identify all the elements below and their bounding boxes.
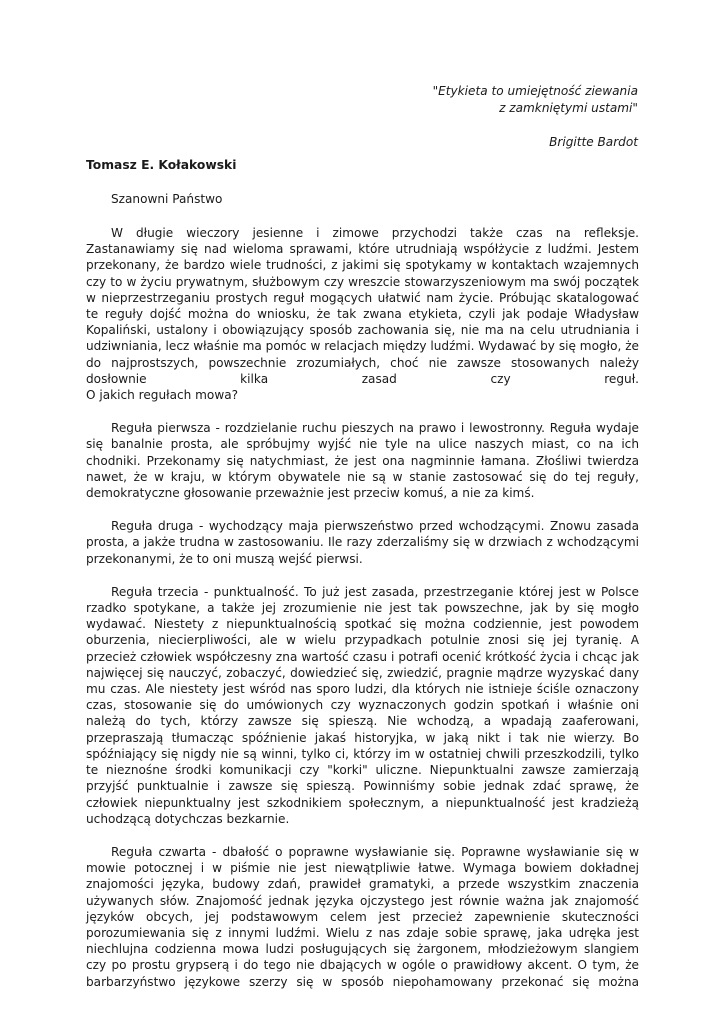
paragraph-rule-4: Reguła czwarta - dbałość o poprawne wysławianie się. Poprawne wysławianie się w mowie potocznej i w piśmie nie jest niewątpliwie łatwe. Wymaga bowiem dokładnej znajomości języka, budowy zdań, prawideł gramatyki, a przede wszystkim znaczenia używanych słów. Znajomość jednak języka ojczystego jest równie ważna jak znajomość języków obcych, jej podstawowym celem jest przecież zapewnienie skuteczności porozumiewania się z innymi ludźmi. Wielu z nas zdaje sobie sprawę, jaka udręka jest niechlujna codzienna mowa ludzi posługujących się żargonem, młodzieżowym slangiem czy po prostu grypserą i do tego nie dbających w ogóle o prawidłowy akcent. O tym, że barbarzyństwo językowe szerzy się w sposób niepohamowany przekonać się można: [86, 844, 639, 989]
paragraph-rule-1: Reguła pierwsza - rozdzielanie ruchu pieszych na prawo i lewostronny. Reguła wydaje się banalnie prosta, ale spróbujmy wyjść nie tyle na ulice naszych miast, co na ich chodniki. Przekonamy się natychmiast, że jest ona nagminnie łamana. Złośliwi twierdza nawet, że w kraju, w którym obywatele nie są w stanie zastosować się do tej reguły, demokratyczne głosowanie przeważnie jest przeciw komuś, a nie za kimś.: [86, 421, 639, 501]
paragraph-intro-tail: O jakich regułach mowa?: [86, 388, 239, 403]
paragraph-intro: W długie wieczory jesienne i zimowe przychodzi także czas na refleksje. Zastanawiamy się nad wieloma sprawami, które utrudniają współżycie z ludźmi. Jestem przekonany, że bardzo wiele trudności, z jakimi się spotykamy w kontaktach wzajemnych czy to w życiu prywatnym, służbowym czy wreszcie stowarzyszeniowym ma swój początek w nieprzestrzeganiu prostych reguł mogących ułatwić nam życie. Próbując skatalogować te reguły dojść można do wniosku, że tak zwana etykieta, czyli jak podaje Władysław Kopaliński, ustalony i obowiązujący sposób zachowania się, nie ma na celu utrudniania i udziwniania, lecz właśnie ma pomóc w relacjach między ludźmi. Wydawać by się mogło, że do najprostszych, powszechnie zrozumiałych, choć nie zawsze stosowanych należy dosłownie kilka zasad czy reguł.: [86, 226, 639, 386]
article-author: Tomasz E. Kołakowski: [86, 158, 237, 172]
epigraph-line-2: z zamkniętymi ustami": [499, 101, 638, 115]
article-body: [86, 225, 639, 1007]
epigraph-quote: [433, 83, 638, 151]
epigraph-author: Brigitte Bardot: [549, 135, 638, 149]
salutation: Szanowni Państwo: [111, 192, 223, 206]
paragraph-rule-2: Reguła druga - wychodzący maja pierwszeństwo przed wchodzącymi. Znowu zasada prosta, a jakże trudna w zastosowaniu. Ile razy zderzaliśmy się w drzwiach z wchodzącymi przekonanymi, że to oni muszą wejść pierwsi.: [86, 519, 639, 566]
paragraph-rule-3: Reguła trzecia - punktualność. To już jest zasada, przestrzeganie której jest w Polsce rzadko spotykane, a także jej zrozumienie nie jest tak powszechne, jak by się mogło wydawać. Niestety z niepunktualnością spotkać się można codziennie, jest powodem oburzenia, niecierpliwości, ale w wielu przypadkach potulnie znosi się jej tyranię. A przecież człowiek współczesny zna wartość czasu i potrafi ocenić krótkość życia i chcąc jak najwięcej się nauczyć, zobaczyć, dowiedzieć się, zwiedzić, pragnie mądrze wyzyskać dany mu czas. Ale niestety jest wśród nas sporo ludzi, dla których nie istnieje ściśle oznaczony czas, stosowanie się do umówionych czy wyznaczonych godzin spotkań i właśnie oni należą do tych, którzy zawsze się spieszą. Nie wchodzą, a wpadają zaaferowani, przepraszają tłumacząc spóźnienie jakaś historyjka, w jaką nikt i tak nie wierzy. Bo spóźniający się nigdy nie są winni, tylko ci, którzy im w ostatniej chwili przeszkodzili, tylko te nieznośne środki komunikacji czy "korki" uliczne. Niepunktualni zawsze zamierzają przyjść punktualnie i zawsze się spieszą. Powinniśmy sobie jednak zdać sprawę, że człowiek niepunktualny jest szkodnikiem społecznym, a niepunktualność jest kradzieżą uchodzącą dotychczas bezkarnie.: [86, 584, 639, 826]
epigraph-line-1: "Etykieta to umiejętność ziewania: [432, 84, 638, 98]
